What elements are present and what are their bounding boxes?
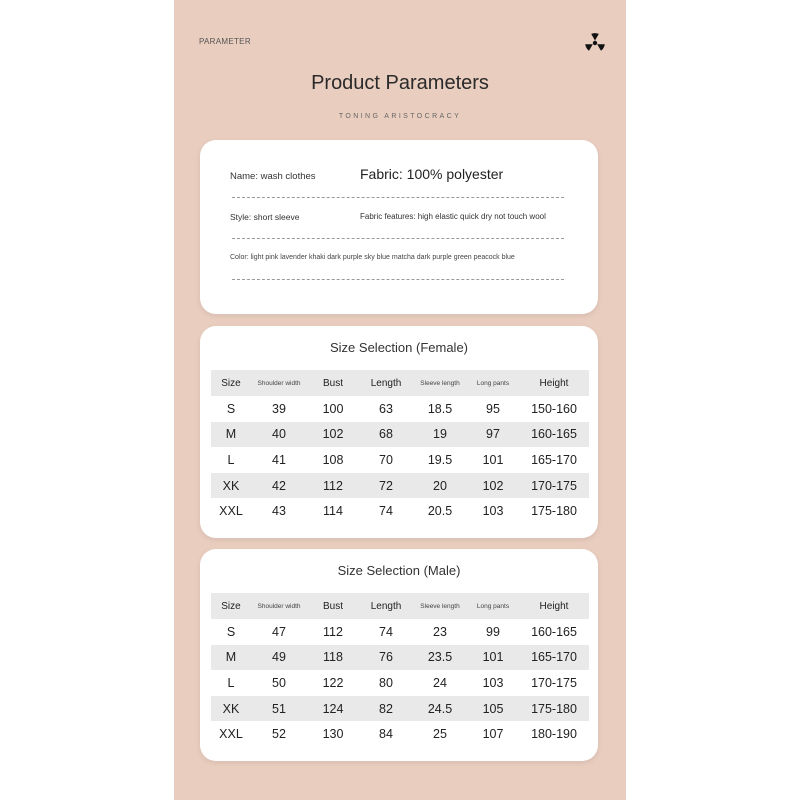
table-cell: S bbox=[226, 624, 236, 639]
table-cell: 160-165 bbox=[519, 422, 589, 448]
table-cell: 112 bbox=[323, 624, 343, 639]
table-cell: 99 bbox=[486, 624, 500, 639]
column-header: Bust bbox=[307, 370, 359, 396]
table-cell: 23 bbox=[433, 624, 447, 639]
table-cell: L bbox=[227, 452, 235, 467]
table-cell: 165-170 bbox=[519, 645, 589, 671]
table-cell: 24 bbox=[433, 675, 447, 690]
table-cell: XXL bbox=[219, 504, 243, 519]
male-size-card bbox=[200, 549, 598, 761]
table-cell: 105 bbox=[467, 696, 519, 722]
table-cell: XK bbox=[211, 473, 251, 499]
table-cell: 51 bbox=[251, 696, 307, 722]
column-header: Length bbox=[359, 593, 413, 619]
page-title: Product Parameters bbox=[311, 72, 489, 94]
table-row bbox=[211, 645, 589, 671]
female-size-title: Size Selection (Female) bbox=[330, 340, 468, 355]
table-cell: M bbox=[211, 422, 251, 448]
table-cell: 80 bbox=[379, 675, 393, 690]
table-cell: 18.5 bbox=[427, 401, 453, 416]
table-cell: 170-175 bbox=[519, 473, 589, 499]
table-cell: 107 bbox=[482, 727, 504, 742]
column-header: Size bbox=[211, 593, 251, 619]
table-cell: 175-180 bbox=[519, 696, 589, 722]
product-colors: Color: light pink lavender khaki dark purple sky blue matcha dark purple green peacock blue bbox=[230, 254, 515, 261]
column-header: Long pants bbox=[467, 370, 519, 396]
column-header: Long pants bbox=[467, 593, 519, 619]
table-cell: 150-160 bbox=[531, 401, 577, 416]
female-size-table bbox=[211, 370, 589, 524]
table-cell: 70 bbox=[379, 452, 393, 467]
table-cell: 68 bbox=[359, 422, 413, 448]
info-row-name bbox=[230, 166, 564, 196]
table-cell: 130 bbox=[322, 727, 344, 742]
table-cell: XK bbox=[211, 696, 251, 722]
table-cell: 97 bbox=[467, 422, 519, 448]
table-cell: L bbox=[227, 675, 235, 690]
male-size-title: Size Selection (Male) bbox=[337, 563, 461, 578]
column-header: Height bbox=[519, 370, 589, 396]
male-size-table bbox=[211, 593, 589, 747]
female-size-card bbox=[200, 326, 598, 538]
table-cell: 175-180 bbox=[531, 504, 577, 519]
table-cell: 49 bbox=[251, 645, 307, 671]
table-cell: 19 bbox=[413, 422, 467, 448]
table-cell: 40 bbox=[251, 422, 307, 448]
table-cell: 25 bbox=[433, 727, 447, 742]
table-cell: 84 bbox=[379, 727, 393, 742]
divider bbox=[232, 279, 564, 280]
table-cell: 63 bbox=[379, 401, 393, 416]
table-cell: 180-190 bbox=[531, 727, 577, 742]
table-cell: M bbox=[211, 645, 251, 671]
product-fabric: Fabric: 100% polyester bbox=[360, 166, 504, 182]
table-cell: 41 bbox=[272, 452, 286, 467]
table-cell: 114 bbox=[323, 504, 343, 519]
product-fabric-features: Fabric features: high elastic quick dry not touch wool bbox=[360, 212, 546, 221]
table-cell: 42 bbox=[251, 473, 307, 499]
table-cell: 19.5 bbox=[427, 452, 453, 467]
column-header: Shoulder width bbox=[251, 593, 307, 619]
table-cell: 82 bbox=[359, 696, 413, 722]
table-header-row bbox=[211, 593, 589, 619]
table-cell: XXL bbox=[219, 727, 243, 742]
table-cell: S bbox=[226, 401, 236, 416]
table-cell: 101 bbox=[482, 452, 504, 467]
table-cell: 165-170 bbox=[531, 452, 577, 467]
radiation-icon bbox=[583, 31, 607, 55]
table-cell: 95 bbox=[486, 401, 500, 416]
parameter-tag: PARAMETER bbox=[199, 37, 251, 46]
table-row bbox=[211, 422, 589, 448]
table-cell: 74 bbox=[379, 504, 393, 519]
table-cell: 102 bbox=[467, 473, 519, 499]
table-row bbox=[211, 498, 589, 524]
table-cell: 112 bbox=[307, 473, 359, 499]
table-cell: 74 bbox=[379, 624, 393, 639]
table-cell: 103 bbox=[482, 504, 504, 519]
column-header: Sleeve length bbox=[413, 593, 467, 619]
table-cell: 170-175 bbox=[531, 675, 577, 690]
table-cell: 100 bbox=[322, 401, 344, 416]
parameter-panel bbox=[174, 0, 626, 800]
table-cell: 122 bbox=[322, 675, 344, 690]
column-header: Length bbox=[359, 370, 413, 396]
divider bbox=[232, 197, 564, 198]
table-row bbox=[211, 696, 589, 722]
table-row bbox=[211, 447, 589, 473]
table-row bbox=[211, 721, 589, 747]
table-cell: 47 bbox=[272, 624, 286, 639]
table-cell: 108 bbox=[322, 452, 344, 467]
info-row-style bbox=[230, 210, 564, 240]
table-cell: 50 bbox=[272, 675, 286, 690]
table-row bbox=[211, 670, 589, 696]
table-cell: 160-165 bbox=[531, 624, 577, 639]
table-header-row bbox=[211, 370, 589, 396]
table-cell: 39 bbox=[272, 401, 286, 416]
table-cell: 23.5 bbox=[413, 645, 467, 671]
product-info-card bbox=[200, 140, 598, 314]
table-cell: 43 bbox=[272, 504, 286, 519]
page-subtitle: TONING ARISTOCRACY bbox=[338, 113, 462, 120]
product-name: Name: wash clothes bbox=[230, 171, 316, 182]
table-cell: 20.5 bbox=[427, 504, 453, 519]
divider bbox=[232, 238, 564, 239]
table-row bbox=[211, 396, 589, 422]
column-header: Size bbox=[211, 370, 251, 396]
table-cell: 118 bbox=[307, 645, 359, 671]
table-cell: 72 bbox=[359, 473, 413, 499]
table-cell: 124 bbox=[307, 696, 359, 722]
table-cell: 76 bbox=[359, 645, 413, 671]
table-row bbox=[211, 473, 589, 499]
table-row bbox=[211, 619, 589, 645]
table-cell: 103 bbox=[482, 675, 504, 690]
column-header: Sleeve length bbox=[413, 370, 467, 396]
table-cell: 24.5 bbox=[413, 696, 467, 722]
table-cell: 20 bbox=[413, 473, 467, 499]
product-style: Style: short sleeve bbox=[230, 212, 300, 222]
table-cell: 102 bbox=[307, 422, 359, 448]
table-cell: 101 bbox=[467, 645, 519, 671]
column-header: Height bbox=[519, 593, 589, 619]
info-row-color bbox=[230, 252, 564, 282]
table-cell: 52 bbox=[272, 727, 286, 742]
column-header: Shoulder width bbox=[251, 370, 307, 396]
column-header: Bust bbox=[307, 593, 359, 619]
